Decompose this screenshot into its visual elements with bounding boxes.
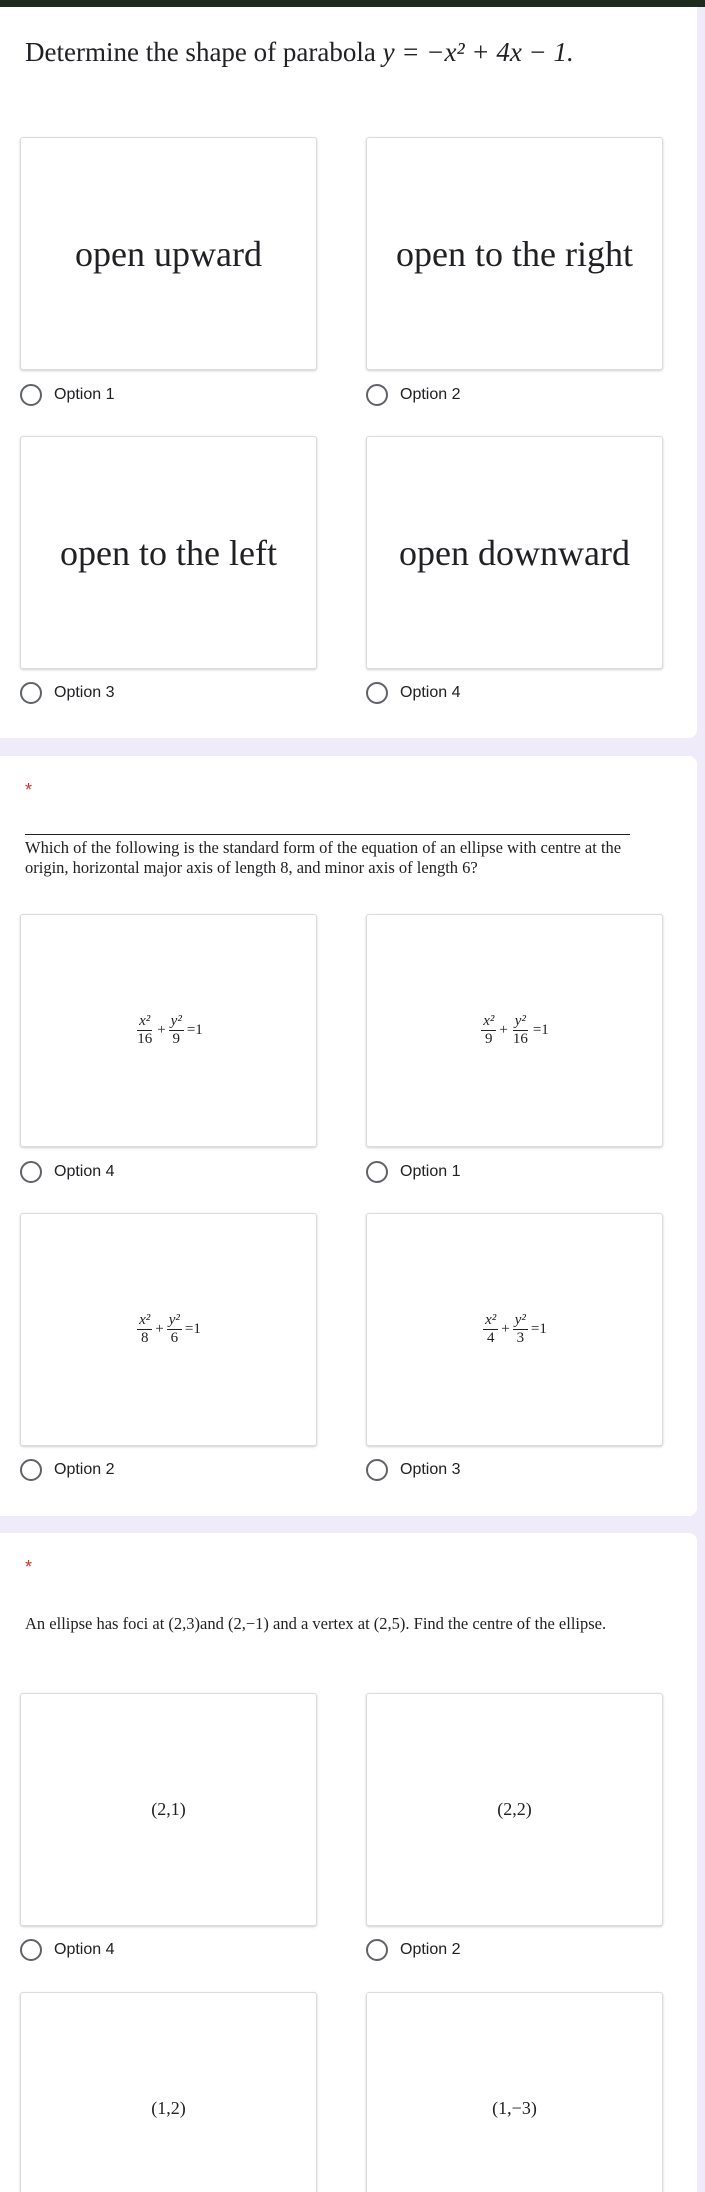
- question-card-2: [0, 756, 697, 1516]
- option-image-card[interactable]: [366, 1213, 663, 1446]
- equation: [136, 1312, 201, 1347]
- radio-button[interactable]: [366, 1939, 388, 1961]
- equals-one: =1: [184, 1321, 201, 1337]
- option-radio-row[interactable]: [366, 1459, 460, 1481]
- denominator: 16: [137, 1031, 153, 1047]
- option-label: Option 3: [400, 1461, 461, 1478]
- radio-button[interactable]: [366, 1161, 388, 1183]
- required-asterisk: *: [25, 780, 33, 800]
- top-accent-bar: [0, 0, 705, 7]
- option-radio-row[interactable]: [366, 1939, 460, 1961]
- equation: [134, 1013, 203, 1048]
- question-equation: y = −x² + 4x − 1.: [382, 37, 574, 67]
- option-radio-row[interactable]: [366, 1161, 460, 1183]
- option-image-card[interactable]: [20, 1693, 317, 1926]
- option-image-text: (1,2): [151, 2098, 186, 2118]
- option-label: Option 2: [400, 1941, 461, 1958]
- equals-one: =1: [532, 1022, 549, 1038]
- option-radio-row[interactable]: [20, 1459, 114, 1481]
- question-text: An ellipse has foci at (2,3)and (2,−1) and a vertex at (2,5). Find the centre of the ellipse.: [25, 1614, 607, 1633]
- equation: [480, 1013, 549, 1048]
- question-card-3: [0, 1533, 697, 2192]
- option-image-card[interactable]: [366, 436, 663, 669]
- equation: [482, 1312, 547, 1347]
- option-label: Option 4: [400, 684, 461, 701]
- option-image-card[interactable]: [366, 1992, 663, 2192]
- numerator: y²: [514, 1312, 526, 1328]
- denominator: 8: [140, 1330, 149, 1346]
- radio-button[interactable]: [20, 682, 42, 704]
- radio-button[interactable]: [20, 1459, 42, 1481]
- numerator: y²: [170, 1013, 182, 1029]
- question-text: [25, 37, 574, 68]
- equals-one: =1: [530, 1321, 547, 1337]
- option-image-text: open to the right: [396, 233, 633, 274]
- option-label: Option 3: [54, 684, 115, 701]
- numerator: x²: [139, 1312, 151, 1328]
- denominator: 16: [512, 1031, 528, 1047]
- option-label: Option 4: [54, 1163, 115, 1180]
- option-radio-row[interactable]: [20, 1939, 114, 1961]
- numerator: y²: [168, 1312, 180, 1328]
- option-label: Option 1: [54, 386, 115, 403]
- question-card-1: [0, 7, 697, 738]
- equals-one: =1: [186, 1022, 203, 1038]
- option-image-card[interactable]: [366, 137, 663, 370]
- option-image-text: (2,2): [497, 1799, 532, 1819]
- radio-button[interactable]: [20, 1161, 42, 1183]
- numerator: x²: [139, 1013, 151, 1029]
- numerator: y²: [514, 1013, 526, 1029]
- option-radio-row[interactable]: [366, 682, 460, 704]
- option-image-card[interactable]: [20, 137, 317, 370]
- option-label: Option 1: [400, 1163, 461, 1180]
- denominator: 3: [516, 1330, 525, 1346]
- option-image-card[interactable]: [20, 914, 317, 1147]
- option-radio-row[interactable]: [20, 384, 114, 406]
- option-radio-row[interactable]: [20, 682, 114, 704]
- denominator: 9: [172, 1031, 180, 1047]
- denominator: 6: [170, 1330, 179, 1346]
- required-asterisk: *: [25, 1557, 33, 1577]
- option-label: Option 2: [54, 1461, 115, 1478]
- numerator: x²: [483, 1013, 495, 1029]
- option-image-text: (1,−3): [492, 2098, 537, 2118]
- plus-sign: +: [501, 1321, 510, 1337]
- numerator: x²: [485, 1312, 497, 1328]
- option-image-text: open to the left: [60, 532, 277, 573]
- radio-button[interactable]: [366, 682, 388, 704]
- denominator: 4: [486, 1330, 495, 1346]
- option-image-card[interactable]: [366, 1693, 663, 1926]
- option-image-text: open downward: [399, 532, 630, 573]
- plus-sign: +: [155, 1321, 164, 1337]
- radio-button[interactable]: [20, 384, 42, 406]
- radio-button[interactable]: [20, 1939, 42, 1961]
- option-image-card[interactable]: [20, 1213, 317, 1446]
- denominator: 9: [485, 1031, 493, 1047]
- option-radio-row[interactable]: [366, 384, 460, 406]
- question-text: Which of the following is the standard form of the equation of an ellipse with centre at the origin, horizontal major axis of length 8, and minor axis of length 6?: [25, 834, 630, 878]
- radio-button[interactable]: [366, 384, 388, 406]
- radio-button[interactable]: [366, 1459, 388, 1481]
- option-image-text: open upward: [75, 233, 262, 274]
- plus-sign: +: [499, 1022, 508, 1038]
- option-image-card[interactable]: [366, 914, 663, 1147]
- option-label: Option 4: [54, 1941, 115, 1958]
- question-prefix: Determine the shape of parabola: [25, 37, 376, 67]
- plus-sign: +: [157, 1022, 166, 1038]
- option-image-card[interactable]: [20, 1992, 317, 2192]
- option-radio-row[interactable]: [20, 1161, 114, 1183]
- option-image-text: (2,1): [151, 1799, 186, 1819]
- option-image-card[interactable]: [20, 436, 317, 669]
- option-label: Option 2: [400, 386, 461, 403]
